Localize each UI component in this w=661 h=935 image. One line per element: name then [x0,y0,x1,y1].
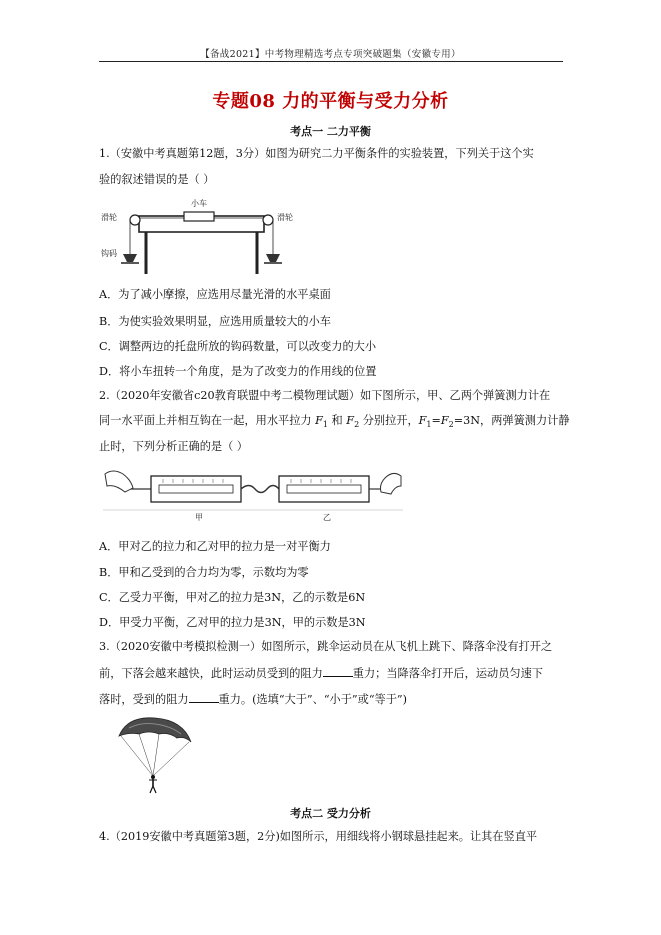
label-pulley-left: 滑轮 [101,213,117,222]
q1-option-c: C．调整两边的托盘所放的钩码数量，可以改变力的大小 [99,340,377,353]
q3-stem-line3: 落时，受到的阻力 重力。(选填“大于”、“小于”或“等于”) [99,693,407,706]
section-heading-2: 考点二 受力分析 [290,807,371,820]
scale-right [279,476,369,502]
q2-option-a: A．甲对乙的拉力和乙对甲的拉力是一对平衡力 [99,540,331,553]
pulley-right-icon [263,215,273,225]
hand-left-icon [105,471,133,492]
q1-stem-line2: 验的叙述错误的是（ ） [99,173,215,186]
parachute-lines [121,734,189,776]
q2-stem-line3: 止时，下列分析正确的是（ ） [99,440,248,453]
q2-stem-line1: 2.（2020年安徽省c20教育联盟中考二模物理试题）如下图所示，甲、乙两个弹簧测力计在 [99,389,551,402]
q1-option-b: B．为使实验效果明显，应选用质量较大的小车 [99,315,331,328]
scale-left [151,476,241,502]
pulley-left-icon [130,215,140,225]
q1-apparatus-figure [99,196,299,276]
q2-option-b: B．甲和乙受到的合力均为零，示数均为零 [99,566,309,579]
q3-parachute-figure [115,714,193,798]
hooks-link-icon [241,486,279,493]
parachute-canopy-icon [119,718,191,742]
label-scale-jia: 甲 [195,513,203,522]
q2-spring-scales-figure [103,466,403,524]
page-header: 【备战2021】中考物理精选考点专项突破题集（安徽专用） [200,49,461,60]
section-heading-1: 考点一 二力平衡 [290,125,371,138]
weight-right-icon [266,254,280,262]
q3-stem-line2: 前，下落会越来越快，此时运动员受到的阻力 重力；当降落伞打开后，运动员匀速下 [99,667,543,680]
header-divider [99,61,563,62]
cart [184,212,214,221]
q2-option-c: C．乙受力平衡，甲对乙的拉力是3N，乙的示数是6N [99,591,366,604]
q2-stem-line2: 同一水平面上并相互钩在一起，用水平拉力 $F_1$ 和 $F_2$ 分别拉开，$F_1=F_2=3N$，两弹簧测力计静 [99,414,570,430]
q3-blank-2[interactable] [189,692,219,703]
q4-stem-line1: 4.（2019安徽中考真题第3题，2分)如图所示，用细线将小钢球悬挂起来。让其在竖直平 [99,830,538,843]
label-pulley-right: 滑轮 [277,213,293,222]
label-weight-left: 钩码 [101,249,117,258]
hand-right-icon [381,473,402,494]
q1-option-a: A．为了减小摩擦，应选用尽量光滑的水平桌面 [99,288,331,301]
page-title: 专题08 力的平衡与受力分析 [212,91,449,112]
label-cart: 小车 [191,199,207,208]
q1-stem-line1: 1.（安徽中考真题第12题，3分）如图为研究二力平衡条件的实验装置，下列关于这个实 [99,147,534,160]
weight-left-icon [123,254,137,262]
skydiver-icon [149,775,157,793]
q2-option-d: D．甲受力平衡，乙对甲的拉力是3N，甲的示数是3N [99,616,366,629]
label-scale-yi: 乙 [323,513,331,522]
q1-option-d: D．将小车扭转一个角度，是为了改变力的作用线的位置 [99,365,377,378]
q3-stem-line1: 3.（2020安徽中考模拟检测一）如图所示，跳伞运动员在从飞机上跳下、降落伞没有打开之 [99,640,553,653]
q3-blank-1[interactable] [323,666,353,677]
